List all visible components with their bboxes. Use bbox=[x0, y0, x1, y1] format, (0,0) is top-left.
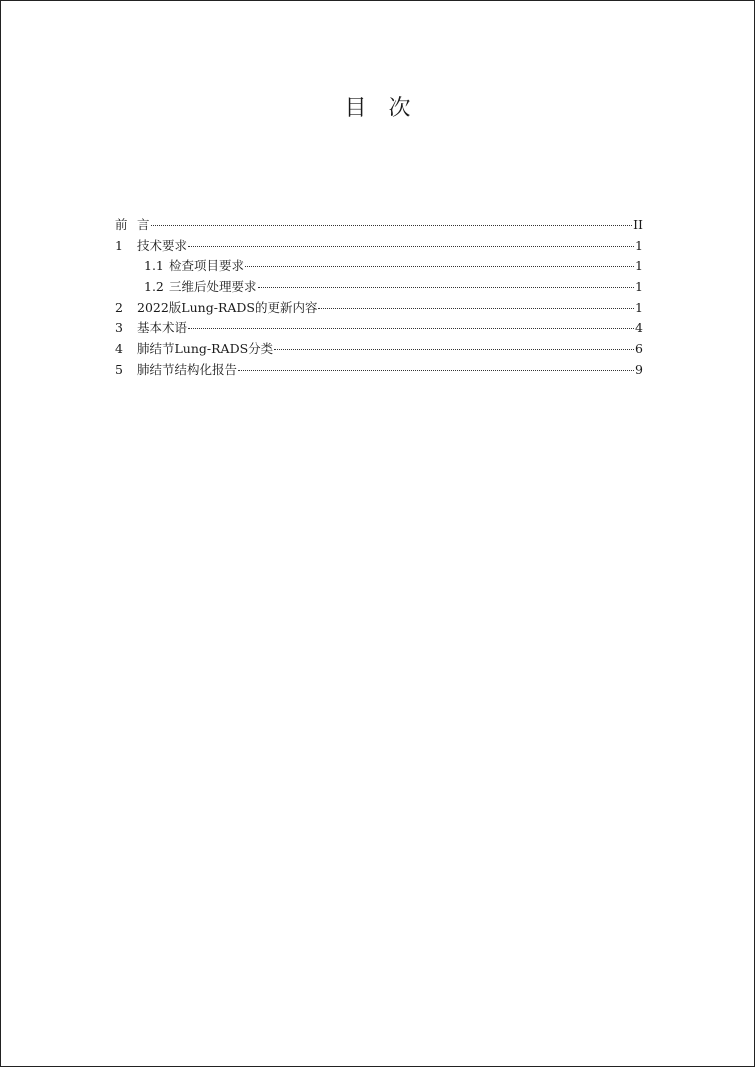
toc-entry-page: 1 bbox=[635, 258, 643, 274]
toc-entry-page: 4 bbox=[635, 320, 643, 336]
toc-entry-3[interactable] bbox=[115, 318, 643, 339]
page-title-char-1: 目 bbox=[344, 96, 367, 121]
toc-entry-label: 三维后处理要求 bbox=[169, 279, 257, 295]
page-title bbox=[1, 91, 754, 122]
toc-entry-number: 1.2 bbox=[144, 279, 164, 295]
toc-entry-label: 技术要求 bbox=[137, 237, 188, 253]
toc-entry-page: 1 bbox=[635, 237, 643, 253]
toc-entry-1-2[interactable] bbox=[115, 277, 643, 298]
toc-dot-leader bbox=[238, 370, 634, 371]
toc-dot-leader bbox=[274, 349, 634, 350]
toc-entry-5[interactable] bbox=[115, 360, 643, 381]
toc-entry-label: 基本术语 bbox=[137, 320, 188, 336]
toc-entry-number: 1.1 bbox=[144, 258, 164, 274]
table-of-contents bbox=[115, 215, 643, 381]
toc-entry-2[interactable] bbox=[115, 298, 643, 319]
toc-entry-1-1[interactable] bbox=[115, 256, 643, 277]
toc-dot-leader bbox=[258, 287, 635, 288]
toc-dot-leader bbox=[188, 246, 634, 247]
toc-entry-number: 3 bbox=[115, 320, 123, 336]
toc-entry-preface[interactable] bbox=[115, 215, 643, 236]
toc-entry-page: 6 bbox=[635, 341, 643, 357]
toc-entry-page: 1 bbox=[635, 279, 643, 295]
toc-entry-number: 4 bbox=[115, 341, 123, 357]
toc-dot-leader bbox=[245, 266, 634, 267]
toc-entry-number: 1 bbox=[115, 237, 123, 253]
toc-entry-page: 1 bbox=[635, 299, 643, 315]
toc-dot-leader bbox=[318, 308, 634, 309]
toc-entry-label: 2022版Lung-RADS的更新内容 bbox=[137, 299, 318, 315]
toc-entry-label: 言 bbox=[137, 217, 150, 232]
toc-entry-page: II bbox=[633, 217, 643, 232]
toc-entry-label: 肺结节结构化报告 bbox=[137, 361, 238, 377]
toc-entry-page: 9 bbox=[635, 361, 643, 377]
toc-entry-label: 检查项目要求 bbox=[169, 258, 245, 274]
toc-entry-number: 5 bbox=[115, 361, 123, 377]
toc-entry-number: 前 bbox=[115, 217, 128, 232]
toc-entry-1[interactable] bbox=[115, 236, 643, 257]
toc-dot-leader bbox=[151, 225, 633, 226]
toc-entry-4[interactable] bbox=[115, 339, 643, 360]
toc-entry-label: 肺结节Lung-RADS分类 bbox=[137, 341, 274, 357]
toc-dot-leader bbox=[188, 328, 634, 329]
page-title-char-2: 次 bbox=[388, 96, 411, 121]
toc-entry-number: 2 bbox=[115, 299, 123, 315]
